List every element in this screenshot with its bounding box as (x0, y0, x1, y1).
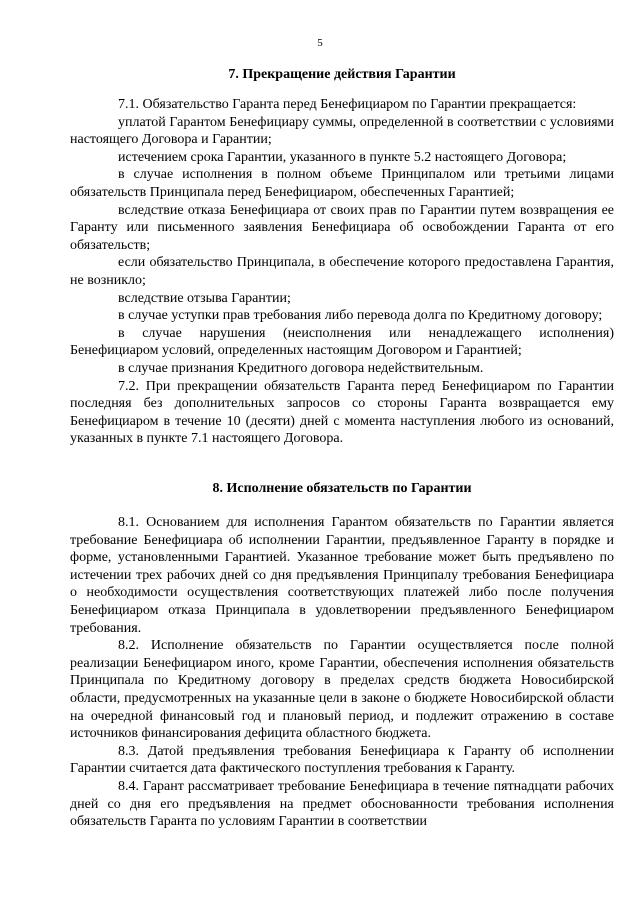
paragraph: 7.1. Обязательство Гаранта перед Бенефициаром по Гарантии прекращается: (118, 97, 577, 112)
paragraph: в случае уступки прав требования либо перевода долга по Кредитному договору; (118, 308, 603, 324)
section-7-body (70, 96, 614, 448)
paragraph: 8.2. Исполнение обязательств по Гарантии осуществляется после полной реализации Бенефициаром иного, кроме Гарантии, обеспечения исполнения обязательств Принципала по Кредитному договору в пределах средств бюджета Новосибирской области, предусмотренных на указанные цели в законе о бюджете Новосибирской области на очередной финансовый год и плановый период, и подлежит отражению в составе источников финансирования дефицита областного бюджета. (70, 638, 614, 742)
paragraph: истечением срока Гарантии, указанного в пункте 5.2 настоящего Договора; (118, 149, 567, 165)
paragraph: 8.3. Датой предъявления требования Бенефициара к Гаранту об исполнении Гарантии считается дата фактического поступления требования к Гаранту. (70, 743, 614, 777)
section-8-title: 8. Исполнение обязательств по Гарантии (212, 481, 472, 496)
paragraph: 8.1. Основанием для исполнения Гарантом обязательств по Гарантии является требование Бенефициара об исполнении Гарантии, предъявленное Гаранту в порядке и форме, установленными Гарантией. Указанное требование может быть предъявлено по истечении трех рабочих дней со дня предъявления Принципалу требования Бенефициара о необходимости осуществления соответствующих платежей либо после получения Бенефициаром отказа Принципала в удовлетворении предъявленного Бенефициаром требования. (70, 515, 614, 636)
section-7-title: 7. Прекращение действия Гарантии (228, 67, 456, 82)
paragraph: в случае признания Кредитного договора недействительным. (118, 360, 484, 376)
paragraph: 7.2. При прекращении обязательств Гаранта перед Бенефициаром по Гарантии последняя без дополнительных запросов со стороны Гаранта возвращается ему Бенефициаром в течение 10 (десяти) дней с момента наступления любого из оснований, указанных в пункте 7.1 настоящего Договора. (70, 378, 614, 447)
paragraph: вследствие отзыва Гарантии; (118, 290, 291, 306)
section-8-body (70, 514, 614, 831)
paragraph: вследствие отказа Бенефициара от своих прав по Гарантии путем возвращения ее Гаранту или письменного заявления Бенефициара об освобождении Гаранта от его обязательств; (70, 202, 614, 253)
paragraph: уплатой Гарантом Бенефициару суммы, определенной в соответствии с условиями настоящего Договора и Гарантии; (70, 114, 614, 148)
paragraph: если обязательство Принципала, в обеспечение которого предоставлена Гарантия, не возникло; (70, 255, 614, 288)
paragraph: в случае нарушения (неисполнения или ненадлежащего исполнения) Бенефициаром условий, определенных настоящим Договором и Гарантией; (70, 325, 614, 359)
paragraph: 8.4. Гарант рассматривает требование Бенефициара в течение пятнадцати рабочих дней со дня его предъявления на предмет обоснованности требования исполнения обязательств Гаранта по условиям Гарантии в соответствии (70, 778, 614, 830)
paragraph: в случае исполнения в полном объеме Принципалом или третьими лицами обязательств Принципала перед Бенефициаром, обеспеченных Гарантией; (70, 167, 614, 200)
page-number: 5 (317, 37, 323, 49)
